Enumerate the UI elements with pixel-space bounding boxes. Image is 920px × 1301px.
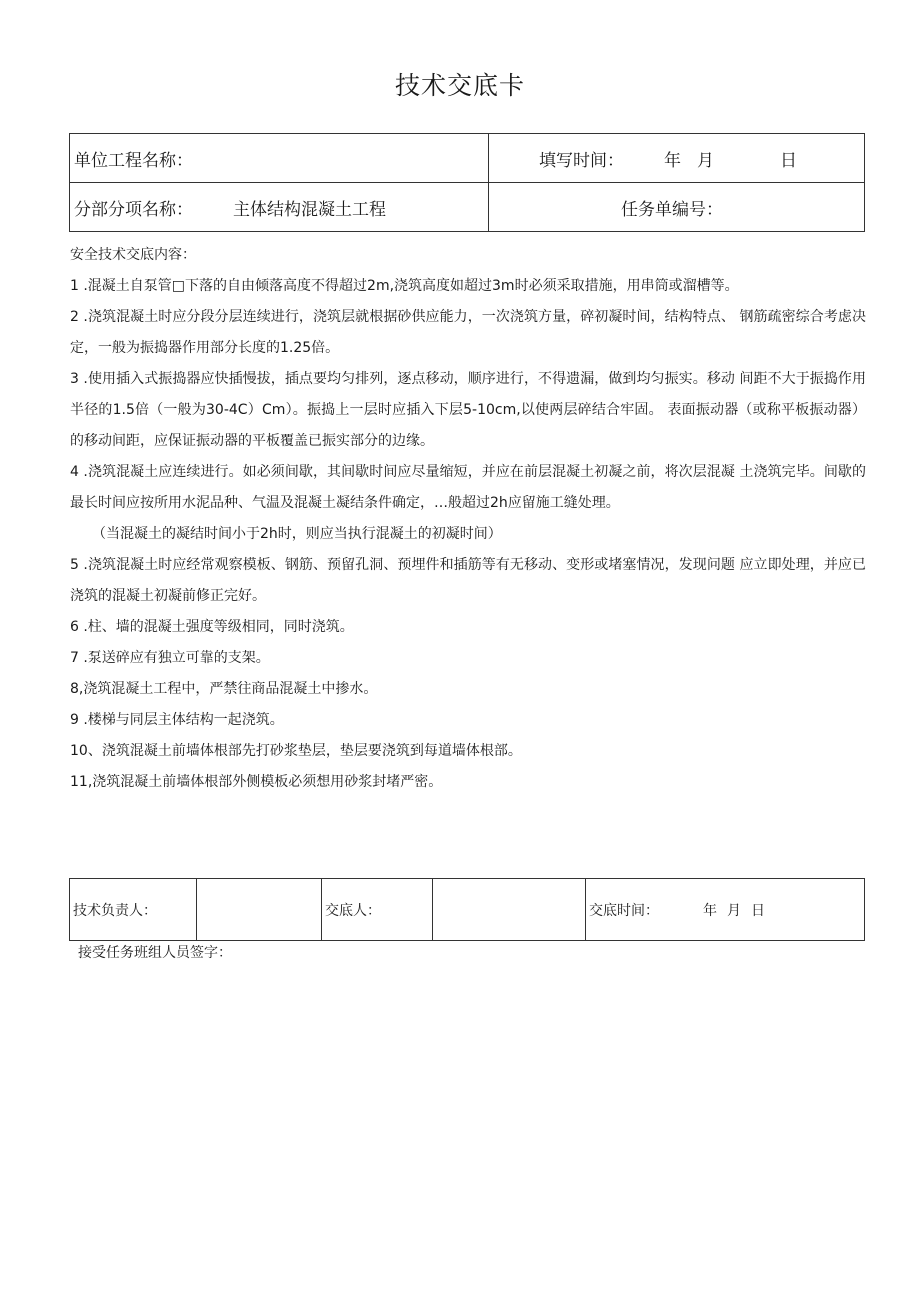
disclosure-time-cell [586,879,865,941]
signature-row [70,879,865,941]
content-item-8: 8,浇筑混凝土工程中，严禁往商品混凝土中掺水。 [70,681,378,697]
fill-year-label: 年 [664,150,681,171]
content-item-2: 2 .浇筑混凝土时应分段分层连续进行，浇筑层就根据砂供应能力，一次浇筑方量，碎初凝时间，结构特点、 钢筋疏密综合考虑决定，一般为振捣器作用部分长度的1.25倍。 [70,309,866,356]
info-table [69,133,865,232]
disclosure-month-label: 月 [727,902,741,919]
fill-month-label: 月 [697,150,714,171]
subitem-cell [70,183,489,232]
content-item-10: 10、浇筑混凝土前墙体根部先打砂浆垫层，垫层要浇筑到每道墙体根部。 [70,743,522,759]
info-row-1 [70,134,865,183]
disclosure-year-label: 年 [703,902,717,919]
content-item-9: 9 .楼梯与同层主体结构一起浇筑。 [70,712,284,728]
unit-project-name-label: 单位工程名称： [74,150,193,171]
content-item-11: 11,浇筑混凝土前墙体根部外侧模板必须想用砂浆封堵严密。 [70,774,443,790]
content-heading: 安全技术交底内容： [70,247,196,263]
tech-lead-signature-cell [197,879,322,941]
subitem-value: 主体结构混凝土工程 [233,199,386,220]
fill-time-label: 填写时间： [539,150,624,171]
team-signature-label: 接受任务班组人员签字： [78,945,232,961]
discloser-cell [322,879,433,941]
disclosure-day-label: 日 [751,902,765,919]
content-item-4-note: （当混凝土的凝结时间小于2h时，则应当执行混凝土的初凝时间） [92,526,502,542]
content-item-6: 6 .柱、墙的混凝土强度等级相同，同时浇筑。 [70,619,354,635]
content-item-1: 1 .混凝土自泵管□下落的自由倾落高度不得超过2m,浇筑高度如超过3m时必须采取措施，用串筒或溜槽等。 [70,278,739,294]
unit-project-name-cell [70,134,489,183]
task-number-cell [489,183,865,232]
disclosure-content [70,240,866,798]
content-item-3: 3 .使用插入式振捣器应快插慢拔，插点要均匀排列，逐点移动，顺序进行，不得遗漏，做到均匀振实。移动 间距不大于振捣作用半径的1.5倍（一般为30-4C）Cm）。振捣上一层时应插入下层5-10cm,以使两层碎结合牢固。 表面振动器（或称平板振动器）的移动间距，应保证振动器的平板覆盖已振实部分的边缘。 [70,371,866,449]
fill-time-cell [489,134,865,183]
info-row-2 [70,183,865,232]
tech-lead-cell [70,879,197,941]
disclosure-time-label: 交底时间： [589,902,659,919]
discloser-signature-cell [433,879,586,941]
document-title: 技术交底卡 [394,71,525,100]
signature-table [69,878,865,941]
subitem-label: 分部分项名称： [74,199,193,220]
task-number-label: 任务单编号： [621,199,723,220]
tech-lead-label: 技术负责人： [73,902,157,919]
content-item-5: 5 .浇筑混凝土时应经常观察模板、钢筋、预留孔洞、预埋件和插筋等有无移动、变形或堵塞情况，发现问题 应立即处理，并应已浇筑的混凝土初凝前修正完好。 [70,557,866,604]
content-item-4: 4 .浇筑混凝土应连续进行。如必须间歇，其间歇时间应尽量缩短，并应在前层混凝土初凝之前，将次层混凝 土浇筑完毕。间歇的最长时间应按所用水泥品种、气温及混凝土凝结条件确定，…般超过2h应留施工缝处理。 [70,464,866,511]
content-item-7: 7 .泵送碎应有独立可靠的支架。 [70,650,270,666]
fill-day-label: 日 [780,150,797,171]
discloser-label: 交底人： [325,902,381,919]
